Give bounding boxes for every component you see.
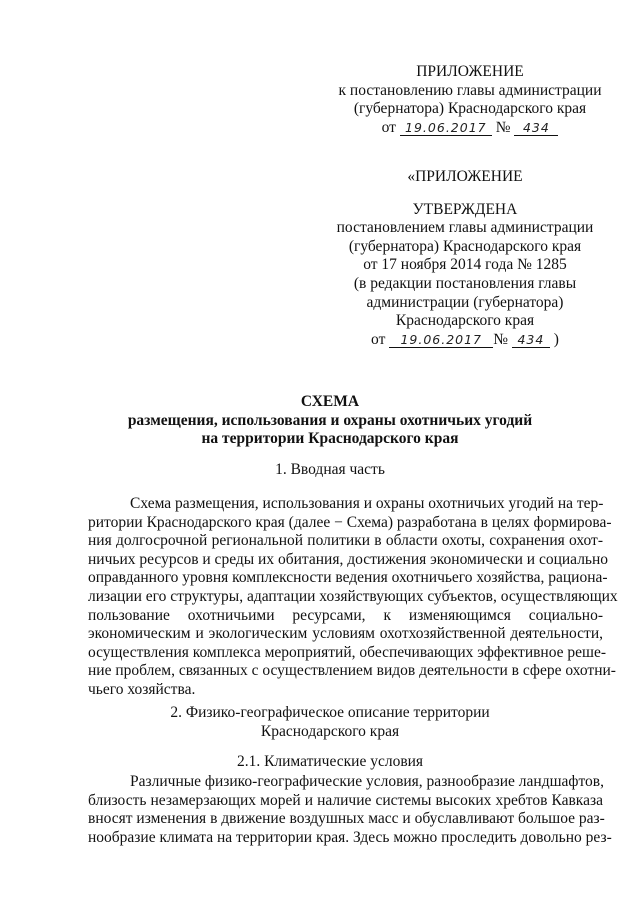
section2-1-paragraph xyxy=(88,773,612,847)
title-scheme: СХЕМА xyxy=(300,393,360,410)
section2-heading-line2: Краснодарского края xyxy=(260,722,400,740)
header-number-label: № xyxy=(495,118,511,136)
document-title xyxy=(60,393,600,449)
section2-heading-line1: 2. Физико-географическое описание территории xyxy=(170,704,490,721)
approval-decree-line: постановлением главы администрации xyxy=(336,219,594,237)
section1-line: ничьих ресурсов и среды их обитания, достижения экономически и социально xyxy=(88,550,609,568)
title-subject: размещения, использования и охраны охотничьих угодий xyxy=(127,411,533,429)
header-from-label: от xyxy=(381,118,396,136)
section2-1-heading: 2.1. Климатические условия xyxy=(236,753,424,770)
section1-line: осуществления комплекса мероприятий, обеспечивающих эффективное реше- xyxy=(88,643,607,661)
section1-line: чьего хозяйства. xyxy=(88,680,196,698)
header-handwritten-date: 19.06.2017 xyxy=(400,120,492,136)
section1-line: оправданного уровня комплексности ведения охотничьего хозяйства, рациона- xyxy=(88,569,608,587)
section1-line: пользование охотничьими ресурсами, к изменяющимся социально- xyxy=(88,606,603,624)
approval-region-line: Краснодарского края xyxy=(395,312,535,330)
approval-edition-line: (в редакции постановления главы xyxy=(353,274,577,292)
title-territory: на территории Краснодарского края xyxy=(201,430,459,448)
section2-line: Различные физико-географические условия, разнообразие ландшафтов, xyxy=(130,773,604,790)
approval-number-label: № xyxy=(493,330,509,348)
header-appendix-label: ПРИЛОЖЕНИЕ xyxy=(416,63,524,80)
approval-appendix-label: «ПРИЛОЖЕНИЕ xyxy=(407,168,523,185)
approval-from-label: от xyxy=(371,330,386,348)
approval-handwritten-date: 19.06.2017 xyxy=(389,332,493,348)
section1-paragraph xyxy=(88,495,618,700)
approval-approved-label: УТВЕРЖДЕНА xyxy=(412,200,518,218)
section2-heading xyxy=(60,704,600,741)
approval-date-line xyxy=(330,331,600,350)
approval-handwritten-number: 434 xyxy=(512,332,550,348)
header-handwritten-number: 434 xyxy=(514,120,558,136)
section2-line: вносят изменения в движение воздушных масс и обуславливают большое раз- xyxy=(88,810,605,828)
approval-block xyxy=(330,168,600,349)
section1-line: лизации его структуры, адаптации хозяйствующих субъектов, осуществляющих xyxy=(88,587,618,605)
section1-line: Схема размещения, использования и охраны охотничьих угодий на тер- xyxy=(130,495,604,512)
approval-closing-paren: ) xyxy=(553,330,559,348)
section2-line: нообразие климата на территории края. Здесь можно проследить довольно рез- xyxy=(88,828,612,846)
header-block xyxy=(330,63,610,137)
section1-line: ние проблем, связанных с осуществлением видов деятельности в сфере охотни- xyxy=(88,662,616,680)
approval-original-date-line: от 17 ноября 2014 года № 1285 xyxy=(363,256,567,274)
header-decree-line: к постановлению главы администрации xyxy=(338,81,602,99)
section1-line: экономическим и экологическим условиям охотхозяйственной деятельности, xyxy=(88,625,603,643)
section2-line: близость незамерзающих морей и наличие системы высоких хребтов Кавказа xyxy=(88,791,603,809)
section1-line: ния долгосрочной региональной политики в области охоты, сохранения охот- xyxy=(88,532,603,550)
approval-administration-line: администрации (губернатора) xyxy=(366,293,564,311)
approval-governor-line: (губернатора) Краснодарского края xyxy=(348,237,582,255)
header-date-line xyxy=(330,119,610,138)
section1-heading: 1. Вводная часть xyxy=(275,461,385,478)
header-governor-line: (губернатора) Краснодарского края xyxy=(353,100,587,118)
section1-line: ритории Краснодарского края (далее − Схема) разработана в целях формирова- xyxy=(88,513,612,531)
